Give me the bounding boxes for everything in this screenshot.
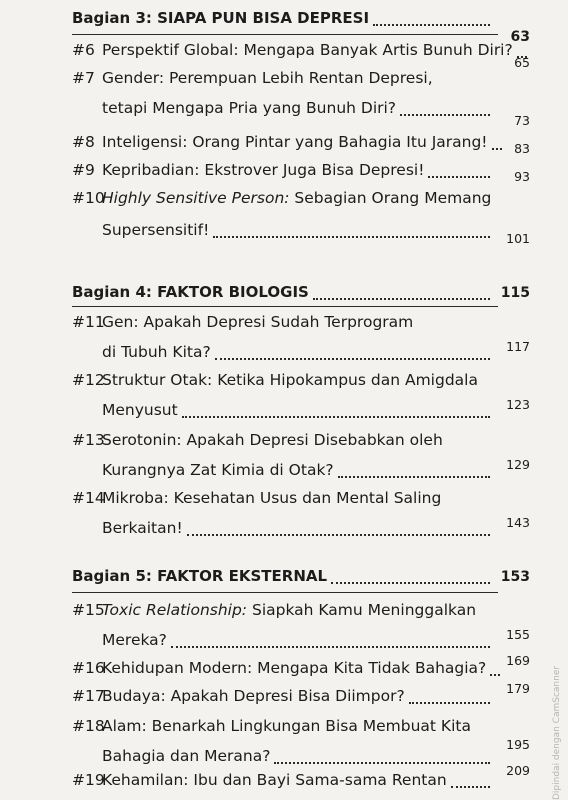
dot-leader — [187, 534, 490, 536]
toc-entry-title-segment: Menyusut — [102, 401, 178, 419]
toc-entry-title-segment: Toxic Relationship: — [102, 601, 248, 619]
dot-leader — [409, 702, 490, 704]
toc-entry-title — [102, 460, 334, 480]
toc-entry-number: #18 — [72, 717, 105, 735]
toc-entry-number: #17 — [72, 687, 105, 705]
dot-leader — [171, 646, 490, 648]
toc-entry-title — [102, 188, 491, 208]
toc-entry-title — [102, 342, 211, 362]
dot-leader — [490, 674, 500, 676]
toc-entry-number: #9 — [72, 161, 95, 179]
toc-entry-title-segment: Gender: Perempuan Lebih Rentan Depresi, — [102, 69, 433, 87]
toc-entry-title — [102, 658, 486, 678]
section-rule — [72, 592, 498, 593]
toc-entry-page-number: 83 — [514, 141, 530, 156]
toc-entry-title — [102, 716, 471, 736]
section-dot-leader — [331, 582, 490, 584]
toc-entry-title — [102, 220, 209, 240]
toc-entry-number: #11 — [72, 313, 105, 331]
toc-entry-title-segment: Gen: Apakah Depresi Sudah Terprogram — [102, 313, 414, 331]
toc-entry-number: #7 — [72, 69, 95, 87]
section-dot-leader — [373, 24, 490, 26]
toc-entry-page-number: 123 — [506, 397, 530, 412]
toc-entry-title-segment: Kepribadian: Ekstrover Juga Bisa Depresi! — [102, 161, 425, 179]
dot-leader — [274, 762, 490, 764]
toc-entry-title-segment: Berkaitan! — [102, 519, 183, 537]
toc-entry-page-number: 101 — [506, 231, 530, 246]
toc-entry-page-number: 129 — [506, 457, 530, 472]
toc-entry-title — [102, 746, 270, 766]
section-title-text: Bagian 4: FAKTOR BIOLOGIS — [72, 283, 309, 301]
toc-entry-title — [102, 770, 447, 790]
toc-entry-title-segment: Budaya: Apakah Depresi Bisa Diimpor? — [102, 687, 405, 705]
toc-entry-title-segment: Mereka? — [102, 631, 167, 649]
toc-entry-title — [102, 630, 167, 650]
toc-entry-title — [102, 98, 396, 118]
dot-leader — [182, 416, 490, 418]
toc-entry-number: #12 — [72, 371, 105, 389]
dot-leader — [213, 236, 490, 238]
toc-entry-title-segment: tetapi Mengapa Pria yang Bunuh Diri? — [102, 99, 397, 117]
toc-entry-number: #19 — [72, 771, 105, 789]
toc-entry-page-number: 209 — [506, 763, 530, 778]
dot-leader — [338, 476, 490, 478]
dot-leader — [215, 358, 490, 360]
toc-entry-title-segment: Perspektif Global: Mengapa Banyak Artis Bunuh Diri? — [102, 41, 513, 59]
section-dot-leader — [313, 298, 490, 300]
scanner-watermark — [550, 560, 564, 800]
toc-entry-number: #8 — [72, 133, 95, 151]
toc-entry-title — [102, 600, 476, 620]
scanner-watermark-text: Dipindai dengan CamScanner — [552, 665, 562, 800]
toc-entry-page-number: 143 — [506, 515, 530, 530]
dot-leader — [492, 148, 502, 150]
toc-entry-title — [102, 40, 513, 60]
toc-entry-number: #13 — [72, 431, 105, 449]
toc-entry-number: #14 — [72, 489, 105, 507]
toc-entry-page-number: 155 — [506, 627, 530, 642]
section-page-number: 153 — [500, 569, 530, 585]
section-title-text: Bagian 5: FAKTOR EKSTERNAL — [72, 567, 328, 585]
toc-entry-page-number: 195 — [506, 737, 530, 752]
section-page-number: 63 — [510, 29, 530, 45]
toc-entry-number: #6 — [72, 41, 95, 59]
dot-leader — [517, 56, 527, 58]
toc-entry-number: #15 — [72, 601, 105, 619]
toc-entry-title — [102, 312, 413, 332]
toc-entry-number: #10 — [72, 189, 105, 207]
toc-entry-page-number: 117 — [506, 339, 530, 354]
toc-entry-title-segment: Mikroba: Kesehatan Usus dan Mental Saling — [102, 489, 442, 507]
toc-entry-title-segment: Kehidupan Modern: Mengapa Kita Tidak Bahagia? — [102, 659, 487, 677]
toc-entry-title — [102, 430, 443, 450]
toc-entry-title — [102, 686, 405, 706]
toc-entry-title-segment: Alam: Benarkah Lingkungan Bisa Membuat Kita — [102, 717, 471, 735]
section-page-number: 115 — [500, 285, 530, 301]
toc-entry-title — [102, 68, 433, 88]
toc-entry-title-segment: Siapkah Kamu Meninggalkan — [247, 601, 477, 619]
dot-leader — [451, 786, 490, 788]
toc-entry-title-segment: Supersensitif! — [102, 221, 210, 239]
toc-entry-title-segment: Sebagian Orang Memang — [289, 189, 492, 207]
section-rule — [72, 306, 498, 307]
section-rule — [72, 34, 498, 35]
toc-entry-page-number: 73 — [514, 113, 530, 128]
dot-leader — [400, 114, 490, 116]
toc-entry-number: #16 — [72, 659, 105, 677]
toc-entry-title — [102, 132, 488, 152]
toc-entry-page-number: 169 — [506, 653, 530, 668]
toc-entry-page-number: 179 — [506, 681, 530, 696]
dot-leader — [428, 176, 490, 178]
toc-entry-page-number: 93 — [514, 169, 530, 184]
toc-entry-title — [102, 370, 478, 390]
toc-entry-title-segment: Struktur Otak: Ketika Hipokampus dan Amigdala — [102, 371, 478, 389]
toc-entry-title-segment: Serotonin: Apakah Depresi Disebabkan oleh — [102, 431, 443, 449]
toc-entry-title — [102, 488, 441, 508]
toc-entry-title-segment: Bahagia dan Merana? — [102, 747, 271, 765]
toc-entry-title-segment: di Tubuh Kita? — [102, 343, 211, 361]
toc-entry-title — [102, 518, 183, 538]
toc-entry-page-number: 65 — [514, 55, 530, 70]
toc-entry-title-segment: Highly Sensitive Person: — [102, 189, 290, 207]
toc-entry-title — [102, 400, 178, 420]
toc-entry-title-segment: Inteligensi: Orang Pintar yang Bahagia Itu Jarang! — [102, 133, 488, 151]
toc-entry-title-segment: Kurangnya Zat Kimia di Otak? — [102, 461, 334, 479]
toc-entry-title — [102, 160, 424, 180]
toc-entry-title-segment: Kehamilan: Ibu dan Bayi Sama-sama Rentan — [102, 771, 447, 789]
section-title-text: Bagian 3: SIAPA PUN BISA DEPRESI — [72, 9, 370, 27]
